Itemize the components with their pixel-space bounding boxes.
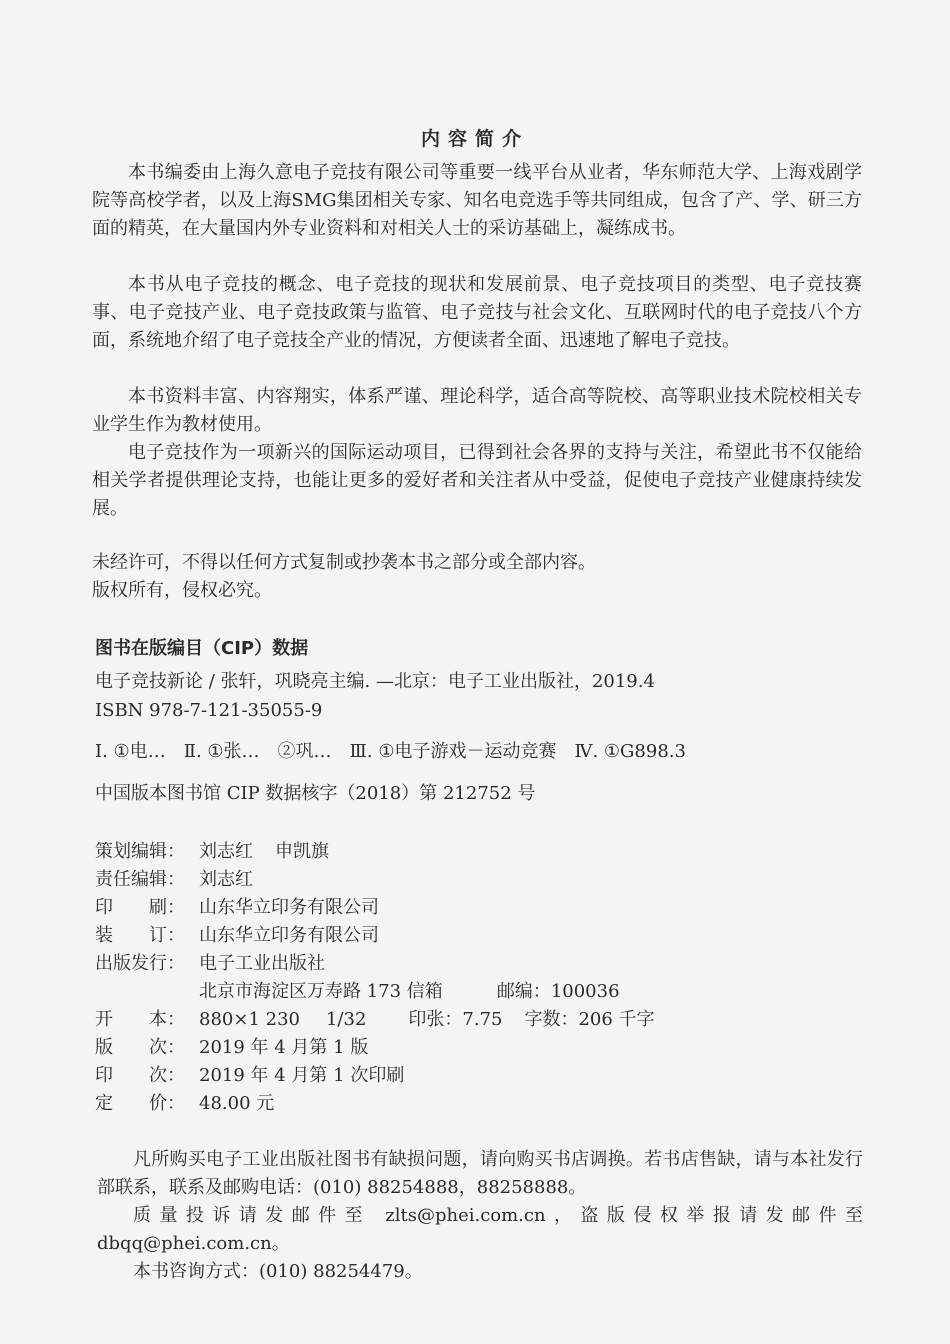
responsible-editor <box>95 866 253 894</box>
publisher-label: 出版发行： <box>95 953 185 974</box>
class-1: Ⅰ. ①电… <box>95 741 166 762</box>
binding <box>95 922 379 950</box>
postcode-value: 100036 <box>550 981 620 1002</box>
binding-value: 山东华立印务有限公司 <box>199 925 379 946</box>
publisher-value: 电子工业出版社 <box>199 953 325 974</box>
price-value: 48.00 元 <box>199 1093 275 1114</box>
publisher-address <box>95 978 620 1006</box>
planning-editor-value: 刘志红 <box>199 841 253 862</box>
format <box>95 1006 655 1034</box>
edition-label: 版 次： <box>95 1037 185 1058</box>
binding-label: 装 订： <box>95 925 185 946</box>
cip-verification: 中国版本图书馆 CIP 数据核字（2018）第 212752 号 <box>95 783 536 804</box>
defect-notice: 凡所购买电子工业出版社图书有缺损问题，请向购买书店调换。若书店售缺，请与本社发行部联系，联系及邮购电话：(010) 88254888，88258888。 <box>97 1149 863 1198</box>
format-fold: 1/32 <box>325 1009 367 1030</box>
responsible-editor-label: 责任编辑： <box>95 869 185 890</box>
edition <box>95 1034 368 1062</box>
impression-value: 2019 年 4 月第 1 次印刷 <box>199 1065 405 1086</box>
format-size: 880×1 230 <box>199 1009 300 1030</box>
planning-editor <box>95 838 329 866</box>
format-words: 字数：206 千字 <box>524 1009 655 1030</box>
responsible-editor-value: 刘志红 <box>199 869 253 890</box>
planning-editor-value-2: 申凯旗 <box>275 841 329 862</box>
format-label: 开 本： <box>95 1009 185 1030</box>
complaint-notice: 质量投诉请发邮件至 zlts@phei.com.cn，盗版侵权举报请发邮件至 dbqq@phei.com.cn。 <box>97 1205 863 1254</box>
printing-label: 印 刷： <box>95 897 185 918</box>
price <box>95 1090 274 1118</box>
class-2: Ⅱ. ①张… <box>183 741 260 762</box>
consultation-notice: 本书咨询方式：(010) 88254479。 <box>133 1261 423 1282</box>
copyright-notice: 未经许可，不得以任何方式复制或抄袭本书之部分或全部内容。 <box>92 552 596 573</box>
class-4: Ⅲ. ①电子游戏－运动竞赛 <box>349 741 557 762</box>
class-3: ②巩… <box>277 741 332 762</box>
publisher <box>95 950 325 978</box>
format-sheets: 印张：7.75 <box>408 1009 503 1030</box>
planning-editor-label: 策划编辑： <box>95 841 185 862</box>
intro-paragraph-4: 电子竞技作为一项新兴的国际运动项目，已得到社会各界的支持与关注，希望此书不仅能给相关学者提供理论支持，也能让更多的爱好者和关注者从中受益，促使电子竞技产业健康持续发展。 <box>92 442 862 519</box>
address-value: 北京市海淀区万寿路 173 信箱 <box>199 981 443 1002</box>
cip-classification <box>95 738 704 766</box>
printing-value: 山东华立印务有限公司 <box>199 897 379 918</box>
isbn: ISBN 978-7-121-35055-9 <box>95 700 323 721</box>
postcode-label: 邮编： <box>496 981 551 1002</box>
printing <box>95 894 379 922</box>
page-title: 内容简介 <box>420 128 529 150</box>
intro-paragraph-2: 本书从电子竞技的概念、电子竞技的现状和发展前景、电子竞技项目的类型、电子竞技赛事、电子竞技产业、电子竞技政策与监管、电子竞技与社会文化、互联网时代的电子竞技八个方面，系统地介绍了电子竞技全产业的情况，方便读者全面、迅速地了解电子竞技。 <box>92 274 862 351</box>
intro-paragraph-3: 本书资料丰富、内容翔实，体系严谨、理论科学，适合高等院校、高等职业技术院校相关专业学生作为教材使用。 <box>92 386 862 435</box>
cip-heading: 图书在版编目（CIP）数据 <box>95 638 309 659</box>
edition-value: 2019 年 4 月第 1 版 <box>199 1037 369 1058</box>
impression-label: 印 次： <box>95 1065 185 1086</box>
rights-reserved: 版权所有，侵权必究。 <box>92 580 272 601</box>
class-5: Ⅳ. ①G898.3 <box>574 741 686 762</box>
price-label: 定 价： <box>95 1093 185 1114</box>
cip-record: 电子竞技新论 / 张轩，巩晓亮主编. —北京：电子工业出版社，2019.4 <box>95 671 655 692</box>
impression <box>95 1062 404 1090</box>
intro-paragraph-1: 本书编委由上海久意电子竞技有限公司等重要一线平台从业者，华东师范大学、上海戏剧学院等高校学者，以及上海SMG集团相关专家、知名电竞选手等共同组成，包含了产、学、研三方面的精英，在大量国内外专业资料和对相关人士的采访基础上，凝练成书。 <box>92 162 862 239</box>
